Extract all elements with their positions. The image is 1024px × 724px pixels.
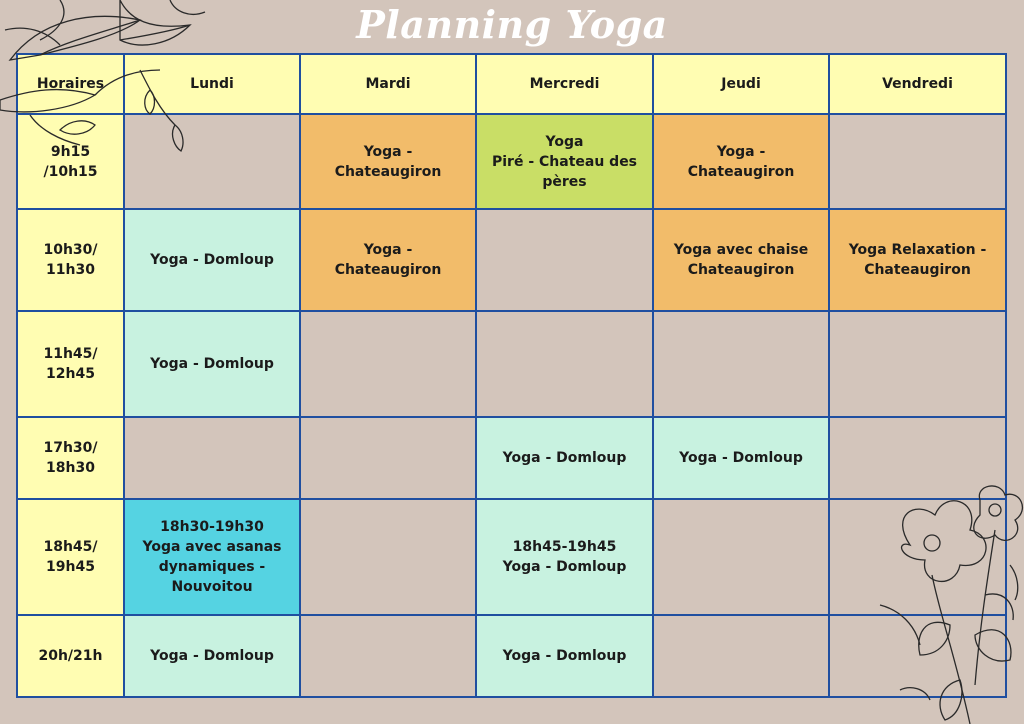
table-row xyxy=(17,615,1006,697)
time-cell: 9h15 /10h15 xyxy=(17,114,124,209)
class-cell: Yoga - Chateaugiron xyxy=(300,209,476,311)
table-row xyxy=(17,417,1006,499)
class-cell xyxy=(300,615,476,697)
table-row xyxy=(17,311,1006,417)
class-cell xyxy=(300,417,476,499)
table-row xyxy=(17,499,1006,615)
class-cell: Yoga - Domloup xyxy=(124,209,300,311)
class-cell xyxy=(300,311,476,417)
class-cell: Yoga avec chaise Chateaugiron xyxy=(653,209,829,311)
class-cell xyxy=(829,417,1006,499)
time-cell: 17h30/ 18h30 xyxy=(17,417,124,499)
class-cell: Yoga Relaxation - Chateaugiron xyxy=(829,209,1006,311)
class-cell: Yoga - Chateaugiron xyxy=(300,114,476,209)
class-cell xyxy=(476,209,653,311)
class-cell: Yoga - Domloup xyxy=(124,615,300,697)
class-cell: Yoga - Domloup xyxy=(476,615,653,697)
header-vendredi: Vendredi xyxy=(829,54,1006,114)
page-title: Planning Yoga xyxy=(356,2,668,47)
table-row xyxy=(17,114,1006,209)
class-cell: Yoga - Domloup xyxy=(124,311,300,417)
time-cell: 10h30/ 11h30 xyxy=(17,209,124,311)
class-cell xyxy=(653,615,829,697)
class-cell xyxy=(300,499,476,615)
time-cell: 11h45/ 12h45 xyxy=(17,311,124,417)
header-mercredi: Mercredi xyxy=(476,54,653,114)
class-cell xyxy=(653,499,829,615)
class-cell xyxy=(829,615,1006,697)
class-cell xyxy=(124,417,300,499)
class-cell: Yoga - Domloup xyxy=(476,417,653,499)
class-cell: 18h30-19h30 Yoga avec asanas dynamiques - Nouvoitou xyxy=(124,499,300,615)
time-cell: 18h45/ 19h45 xyxy=(17,499,124,615)
header-horaires: Horaires xyxy=(17,54,124,114)
class-cell: Yoga - Domloup xyxy=(653,417,829,499)
header-mardi: Mardi xyxy=(300,54,476,114)
class-cell xyxy=(829,311,1006,417)
header-jeudi: Jeudi xyxy=(653,54,829,114)
class-cell xyxy=(653,311,829,417)
class-cell xyxy=(124,114,300,209)
class-cell: 18h45-19h45 Yoga - Domloup xyxy=(476,499,653,615)
class-cell: Yoga Piré - Chateau des pères xyxy=(476,114,653,209)
time-cell: 20h/21h xyxy=(17,615,124,697)
class-cell xyxy=(829,499,1006,615)
class-cell xyxy=(476,311,653,417)
class-cell: Yoga - Chateaugiron xyxy=(653,114,829,209)
header-row xyxy=(17,54,1006,114)
header-lundi: Lundi xyxy=(124,54,300,114)
table-row xyxy=(17,209,1006,311)
schedule-table xyxy=(16,53,1007,698)
class-cell xyxy=(829,114,1006,209)
